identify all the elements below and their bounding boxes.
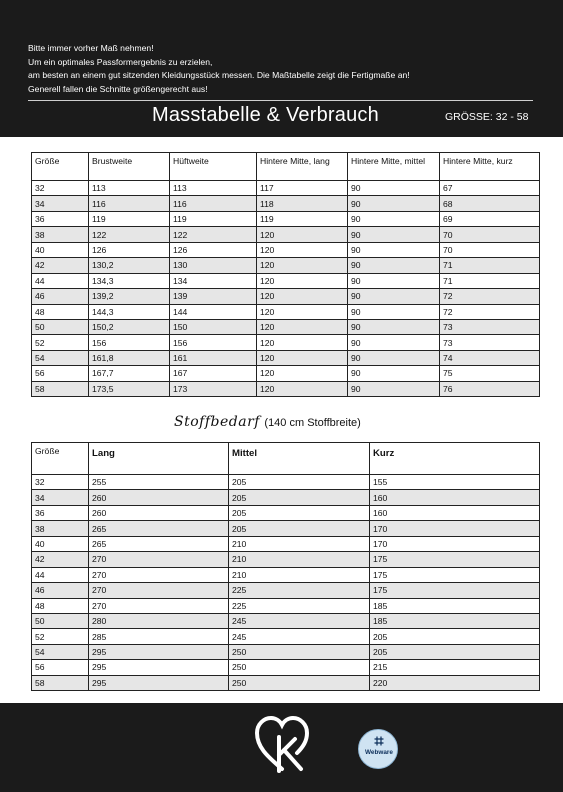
- intro-line: Um ein optimales Passformergebnis zu erzielen,: [28, 56, 213, 67]
- table-cell: 150: [170, 319, 257, 334]
- table-cell: 120: [257, 381, 348, 396]
- table-cell: 285: [89, 629, 229, 644]
- table-row: [32, 319, 540, 334]
- table-cell: 161,8: [89, 350, 170, 365]
- table-row: [32, 227, 540, 242]
- table-row: [32, 258, 540, 273]
- column-header: Mittel: [229, 443, 370, 475]
- table-cell: 67: [440, 181, 540, 196]
- table-cell: 139,2: [89, 289, 170, 304]
- table-cell: 250: [229, 675, 370, 690]
- table-cell: 144: [170, 304, 257, 319]
- table-cell: 72: [440, 289, 540, 304]
- table-cell: 54: [32, 350, 89, 365]
- table-cell: 90: [348, 258, 440, 273]
- table-cell: 36: [32, 211, 89, 226]
- table-cell: 130: [170, 258, 257, 273]
- intro-text: [28, 42, 533, 96]
- table-cell: 36: [32, 505, 89, 520]
- table-cell: 71: [440, 273, 540, 288]
- table-cell: 120: [257, 319, 348, 334]
- table-cell: 44: [32, 567, 89, 582]
- table-cell: 295: [89, 644, 229, 659]
- table-cell: 90: [348, 350, 440, 365]
- table-cell: 205: [370, 644, 540, 659]
- table-cell: 150,2: [89, 319, 170, 334]
- table-cell: 270: [89, 598, 229, 613]
- table-row: [32, 366, 540, 381]
- table-cell: 205: [229, 475, 370, 490]
- table-cell: 32: [32, 475, 89, 490]
- table-cell: 71: [440, 258, 540, 273]
- table-cell: 173: [170, 381, 257, 396]
- table-cell: 120: [257, 335, 348, 350]
- table-cell: 120: [257, 242, 348, 257]
- table-cell: 34: [32, 490, 89, 505]
- table-cell: 156: [170, 335, 257, 350]
- table-cell: 260: [89, 505, 229, 520]
- table-cell: 170: [370, 521, 540, 536]
- table-row: [32, 505, 540, 520]
- table-cell: 245: [229, 629, 370, 644]
- column-header: Größe: [32, 153, 89, 181]
- table-cell: 167,7: [89, 366, 170, 381]
- table-cell: 270: [89, 567, 229, 582]
- intro-line: Generell fallen die Schnitte größengerecht aus!: [28, 83, 208, 94]
- table-cell: 175: [370, 552, 540, 567]
- page-title: Masstabelle & Verbrauch: [152, 104, 379, 126]
- table-cell: 90: [348, 304, 440, 319]
- webware-badge: [358, 729, 398, 769]
- table-cell: 113: [89, 181, 170, 196]
- table-cell: 90: [348, 211, 440, 226]
- table-cell: 225: [229, 598, 370, 613]
- table-row: [32, 350, 540, 365]
- fabric-title: Stoffbedarf: [174, 414, 260, 430]
- table-row: [32, 675, 540, 690]
- table-cell: 90: [348, 181, 440, 196]
- table-row: [32, 552, 540, 567]
- table-cell: 139: [170, 289, 257, 304]
- table-cell: 295: [89, 660, 229, 675]
- table-cell: 76: [440, 381, 540, 396]
- table-row: [32, 521, 540, 536]
- table-cell: 70: [440, 227, 540, 242]
- table-cell: 155: [370, 475, 540, 490]
- table-cell: 185: [370, 613, 540, 628]
- table-cell: 44: [32, 273, 89, 288]
- table-row: [32, 242, 540, 257]
- table-cell: 120: [257, 350, 348, 365]
- table-cell: 122: [89, 227, 170, 242]
- table-row: [32, 613, 540, 628]
- column-header: Hüftweite: [170, 153, 257, 181]
- table-cell: 120: [257, 289, 348, 304]
- table-cell: 118: [257, 196, 348, 211]
- table-cell: 144,3: [89, 304, 170, 319]
- table-cell: 52: [32, 629, 89, 644]
- table-cell: 117: [257, 181, 348, 196]
- table-row: [32, 211, 540, 226]
- table-cell: 48: [32, 598, 89, 613]
- table-cell: 126: [170, 242, 257, 257]
- table-cell: 50: [32, 613, 89, 628]
- table-cell: 175: [370, 567, 540, 582]
- table-cell: 250: [229, 644, 370, 659]
- table-cell: 160: [370, 505, 540, 520]
- badge-label: Webware: [365, 749, 393, 756]
- table-cell: 210: [229, 567, 370, 582]
- table-cell: 205: [370, 629, 540, 644]
- table-cell: 38: [32, 227, 89, 242]
- table-cell: 120: [257, 366, 348, 381]
- table-cell: 220: [370, 675, 540, 690]
- table-row: [32, 536, 540, 551]
- column-header: Hintere Mitte, kurz: [440, 153, 540, 181]
- table-cell: 90: [348, 227, 440, 242]
- column-header: Lang: [89, 443, 229, 475]
- content-sheet: [0, 137, 563, 703]
- table-cell: 90: [348, 273, 440, 288]
- table-cell: 42: [32, 258, 89, 273]
- table-cell: 126: [89, 242, 170, 257]
- table-cell: 225: [229, 583, 370, 598]
- table-cell: 175: [370, 583, 540, 598]
- table-row: [32, 381, 540, 396]
- table-cell: 38: [32, 521, 89, 536]
- table-cell: 156: [89, 335, 170, 350]
- table-cell: 210: [229, 552, 370, 567]
- table-cell: 40: [32, 242, 89, 257]
- measurement-table: [31, 152, 540, 397]
- table-cell: 116: [170, 196, 257, 211]
- table-cell: 205: [229, 490, 370, 505]
- table-cell: 46: [32, 289, 89, 304]
- table-cell: 167: [170, 366, 257, 381]
- table-row: [32, 644, 540, 659]
- table-cell: 72: [440, 304, 540, 319]
- header-divider: [28, 100, 533, 101]
- column-header: Hintere Mitte, lang: [257, 153, 348, 181]
- table-cell: 245: [229, 613, 370, 628]
- table-cell: 113: [170, 181, 257, 196]
- table-cell: 75: [440, 366, 540, 381]
- table-cell: 270: [89, 552, 229, 567]
- measurement-header-row: [32, 153, 540, 181]
- table-row: [32, 629, 540, 644]
- table-cell: 58: [32, 675, 89, 690]
- fabric-subtitle: (140 cm Stoffbreite): [264, 417, 361, 429]
- table-cell: 270: [89, 583, 229, 598]
- table-cell: 295: [89, 675, 229, 690]
- table-cell: 173,5: [89, 381, 170, 396]
- column-header: Brustweite: [89, 153, 170, 181]
- table-cell: 70: [440, 242, 540, 257]
- table-cell: 90: [348, 319, 440, 334]
- table-cell: 56: [32, 660, 89, 675]
- heart-k-logo-icon: [253, 713, 311, 773]
- table-row: [32, 304, 540, 319]
- table-cell: 120: [257, 227, 348, 242]
- table-row: [32, 335, 540, 350]
- table-cell: 122: [170, 227, 257, 242]
- table-row: [32, 196, 540, 211]
- table-cell: 260: [89, 490, 229, 505]
- table-cell: 119: [257, 211, 348, 226]
- table-cell: 50: [32, 319, 89, 334]
- table-cell: 58: [32, 381, 89, 396]
- table-cell: 90: [348, 335, 440, 350]
- page-footer: [0, 703, 563, 792]
- table-cell: 265: [89, 521, 229, 536]
- table-cell: 120: [257, 258, 348, 273]
- intro-line: am besten an einem gut sitzenden Kleidungsstück messen. Die Maßtabelle zeigt die Fertigmaße an!: [28, 70, 410, 81]
- table-cell: 90: [348, 242, 440, 257]
- table-cell: 34: [32, 196, 89, 211]
- page-header: [0, 0, 563, 137]
- table-cell: 130,2: [89, 258, 170, 273]
- table-cell: 119: [89, 211, 170, 226]
- table-cell: 119: [170, 211, 257, 226]
- table-cell: 215: [370, 660, 540, 675]
- table-cell: 32: [32, 181, 89, 196]
- table-row: [32, 660, 540, 675]
- table-cell: 205: [229, 505, 370, 520]
- column-header: Größe: [32, 443, 89, 475]
- table-cell: 170: [370, 536, 540, 551]
- table-cell: 90: [348, 381, 440, 396]
- table-row: [32, 490, 540, 505]
- table-cell: 265: [89, 536, 229, 551]
- table-cell: 68: [440, 196, 540, 211]
- table-cell: 134,3: [89, 273, 170, 288]
- table-cell: 161: [170, 350, 257, 365]
- table-cell: 54: [32, 644, 89, 659]
- hashtag-icon: [374, 736, 384, 746]
- fabric-table: [31, 442, 540, 691]
- table-cell: 280: [89, 613, 229, 628]
- table-cell: 56: [32, 366, 89, 381]
- size-range-label: GRÖSSE: 32 - 58: [445, 111, 529, 123]
- intro-line: Bitte immer vorher Maß nehmen!: [28, 43, 154, 53]
- table-cell: 42: [32, 552, 89, 567]
- table-cell: 160: [370, 490, 540, 505]
- table-cell: 48: [32, 304, 89, 319]
- table-cell: 40: [32, 536, 89, 551]
- table-cell: 116: [89, 196, 170, 211]
- column-header: Kurz: [370, 443, 540, 475]
- table-cell: 210: [229, 536, 370, 551]
- table-cell: 90: [348, 289, 440, 304]
- table-cell: 69: [440, 211, 540, 226]
- table-cell: 205: [229, 521, 370, 536]
- table-cell: 46: [32, 583, 89, 598]
- table-cell: 120: [257, 273, 348, 288]
- fabric-header-row: [32, 443, 540, 475]
- table-cell: 52: [32, 335, 89, 350]
- column-header: Hintere Mitte, mittel: [348, 153, 440, 181]
- table-row: [32, 273, 540, 288]
- table-row: [32, 598, 540, 613]
- table-cell: 120: [257, 304, 348, 319]
- table-cell: 73: [440, 335, 540, 350]
- table-row: [32, 583, 540, 598]
- table-row: [32, 567, 540, 582]
- table-cell: 90: [348, 196, 440, 211]
- table-cell: 185: [370, 598, 540, 613]
- table-cell: 134: [170, 273, 257, 288]
- table-cell: 90: [348, 366, 440, 381]
- table-row: [32, 289, 540, 304]
- fabric-heading: [174, 413, 361, 431]
- table-row: [32, 181, 540, 196]
- table-cell: 73: [440, 319, 540, 334]
- table-cell: 250: [229, 660, 370, 675]
- table-row: [32, 475, 540, 490]
- table-cell: 74: [440, 350, 540, 365]
- table-cell: 255: [89, 475, 229, 490]
